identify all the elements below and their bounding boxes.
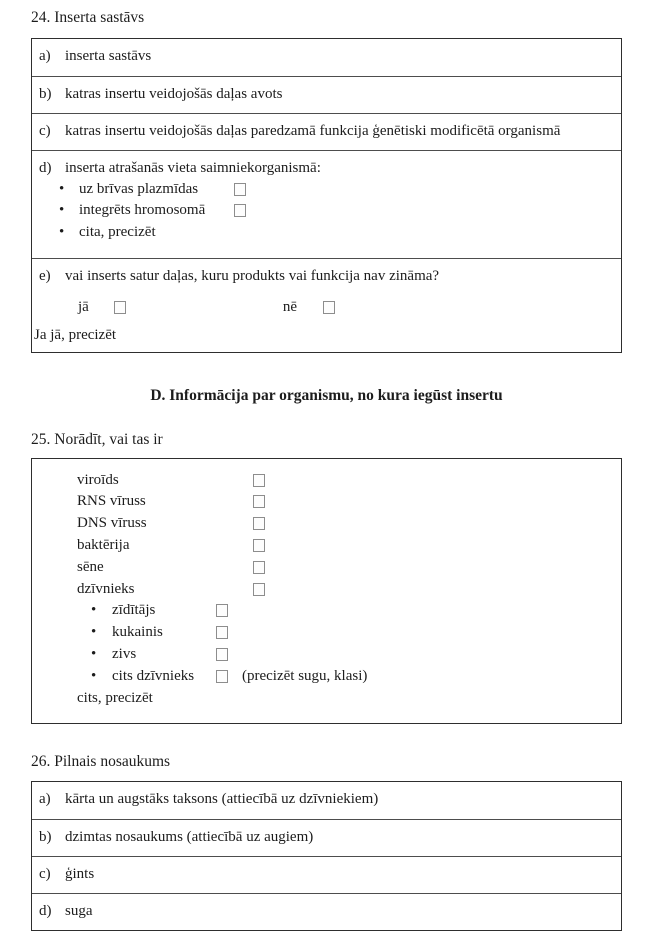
option-label: integrēts hromosomā (79, 202, 206, 219)
row-text: katras insertu veidojošās daļas avots (65, 86, 283, 103)
row-text: katras insertu veidojošās daļas paredzamā funkcija ģenētiski modificētā organismā (65, 123, 561, 140)
bullet-icon: • (59, 180, 65, 197)
yes-no-line (34, 297, 615, 317)
table-row-24e (32, 258, 621, 352)
checkbox-viroids[interactable] (253, 474, 265, 487)
row-label: c) (39, 865, 51, 882)
checkbox-integrets-hromosoma[interactable] (234, 204, 246, 217)
row-label: e) (39, 268, 51, 285)
table-row-26c (32, 856, 621, 893)
option-label: zivs (112, 646, 137, 663)
option-cita-precizet (59, 222, 615, 244)
question-24-title: 24. Inserta sastāvs (31, 9, 145, 26)
checkbox-yes[interactable] (114, 301, 126, 314)
option-label: kukainis (112, 624, 163, 641)
option-dzivnieks (32, 578, 621, 600)
row-label: c) (39, 123, 51, 140)
yes-label: jā (78, 298, 89, 315)
bullet-icon: • (91, 602, 97, 619)
row-text: ģints (65, 865, 95, 882)
bullet-icon: • (91, 667, 97, 684)
checkbox-dzivnieks[interactable] (253, 583, 265, 596)
option-uz-brivas-plazmidas (59, 178, 615, 200)
option-ziditajs (32, 600, 621, 622)
option-label: RNS vīruss (77, 493, 146, 510)
option-zivs (32, 644, 621, 666)
if-yes-note: Ja jā, precizēt (34, 327, 117, 344)
bullet-icon: • (59, 202, 65, 219)
row-text: suga (65, 902, 93, 919)
table-row-26b (32, 819, 621, 856)
option-label: uz brīvas plazmīdas (79, 180, 199, 197)
row-text: vai inserts satur daļas, kuru produkts vai funkcija nav zināma? (65, 268, 440, 285)
row-text: dzimtas nosaukums (attiecībā uz augiem) (65, 828, 314, 845)
row-text: kārta un augstāks taksons (attiecībā uz dzīvniekiem) (65, 790, 379, 807)
no-label: nē (282, 298, 297, 315)
option-label: zīdītājs (112, 602, 156, 619)
question-25-table (31, 458, 622, 724)
checkbox-bakterija[interactable] (253, 539, 265, 552)
option-dns-viruss (32, 513, 621, 535)
table-row-26a (32, 782, 621, 819)
option-label: sēne (77, 558, 104, 575)
checkbox-zivs[interactable] (216, 648, 228, 661)
option-sene (32, 556, 621, 578)
bullet-icon: • (91, 646, 97, 663)
row-label: a) (39, 790, 51, 807)
option-cits-dzivnieks (32, 665, 621, 687)
option-label: cita, precizēt (79, 224, 156, 241)
question-26-table (31, 781, 622, 931)
checkbox-uz-brivas-plazmidas[interactable] (234, 183, 246, 196)
table-row-24a (32, 39, 621, 76)
section-d-heading: D. Informācija par organismu, no kura iegūst insertu (150, 387, 503, 405)
row-text: inserta sastāvs (65, 48, 152, 65)
option-note: (precizēt sugu, klasi) (242, 667, 368, 684)
checkbox-sene[interactable] (253, 561, 265, 574)
checkbox-ziditajs[interactable] (216, 604, 228, 617)
question-25-title: 25. Norādīt, vai tas ir (31, 430, 163, 448)
option-label: baktērija (77, 537, 130, 554)
bullet-icon: • (91, 624, 97, 641)
checkbox-rns-viruss[interactable] (253, 495, 265, 508)
option-cits-precizet (32, 687, 621, 709)
table-row-24d (32, 150, 621, 258)
checkbox-no[interactable] (323, 301, 335, 314)
checkbox-kukainis[interactable] (216, 626, 228, 639)
row-label: b) (39, 86, 52, 103)
option-viroids (32, 469, 621, 491)
table-row-26d (32, 893, 621, 930)
option-integrets-hromosoma (59, 200, 615, 222)
option-label: viroīds (77, 471, 119, 488)
option-bakterija (32, 535, 621, 557)
table-row-24c (32, 113, 621, 150)
option-label: cits, precizēt (77, 689, 153, 706)
checkbox-cits-dzivnieks[interactable] (216, 670, 228, 683)
option-rns-viruss (32, 491, 621, 513)
checkbox-dns-viruss[interactable] (253, 517, 265, 530)
option-kukainis (32, 622, 621, 644)
option-label: dzīvnieks (77, 580, 135, 597)
row-label: b) (39, 828, 52, 845)
row-label: a) (39, 48, 51, 65)
question-26-title: 26. Pilnais nosaukums (31, 753, 171, 771)
option-label: DNS vīruss (77, 515, 147, 532)
bullet-icon: • (59, 224, 65, 241)
table-row-24b (32, 76, 621, 113)
row-label: d) (39, 902, 52, 919)
row-text: inserta atrašanās vieta saimniekorganismā: (65, 160, 321, 177)
option-label: cits dzīvnieks (112, 667, 195, 684)
row-label: d) (39, 160, 52, 177)
question-24-table (31, 38, 622, 353)
